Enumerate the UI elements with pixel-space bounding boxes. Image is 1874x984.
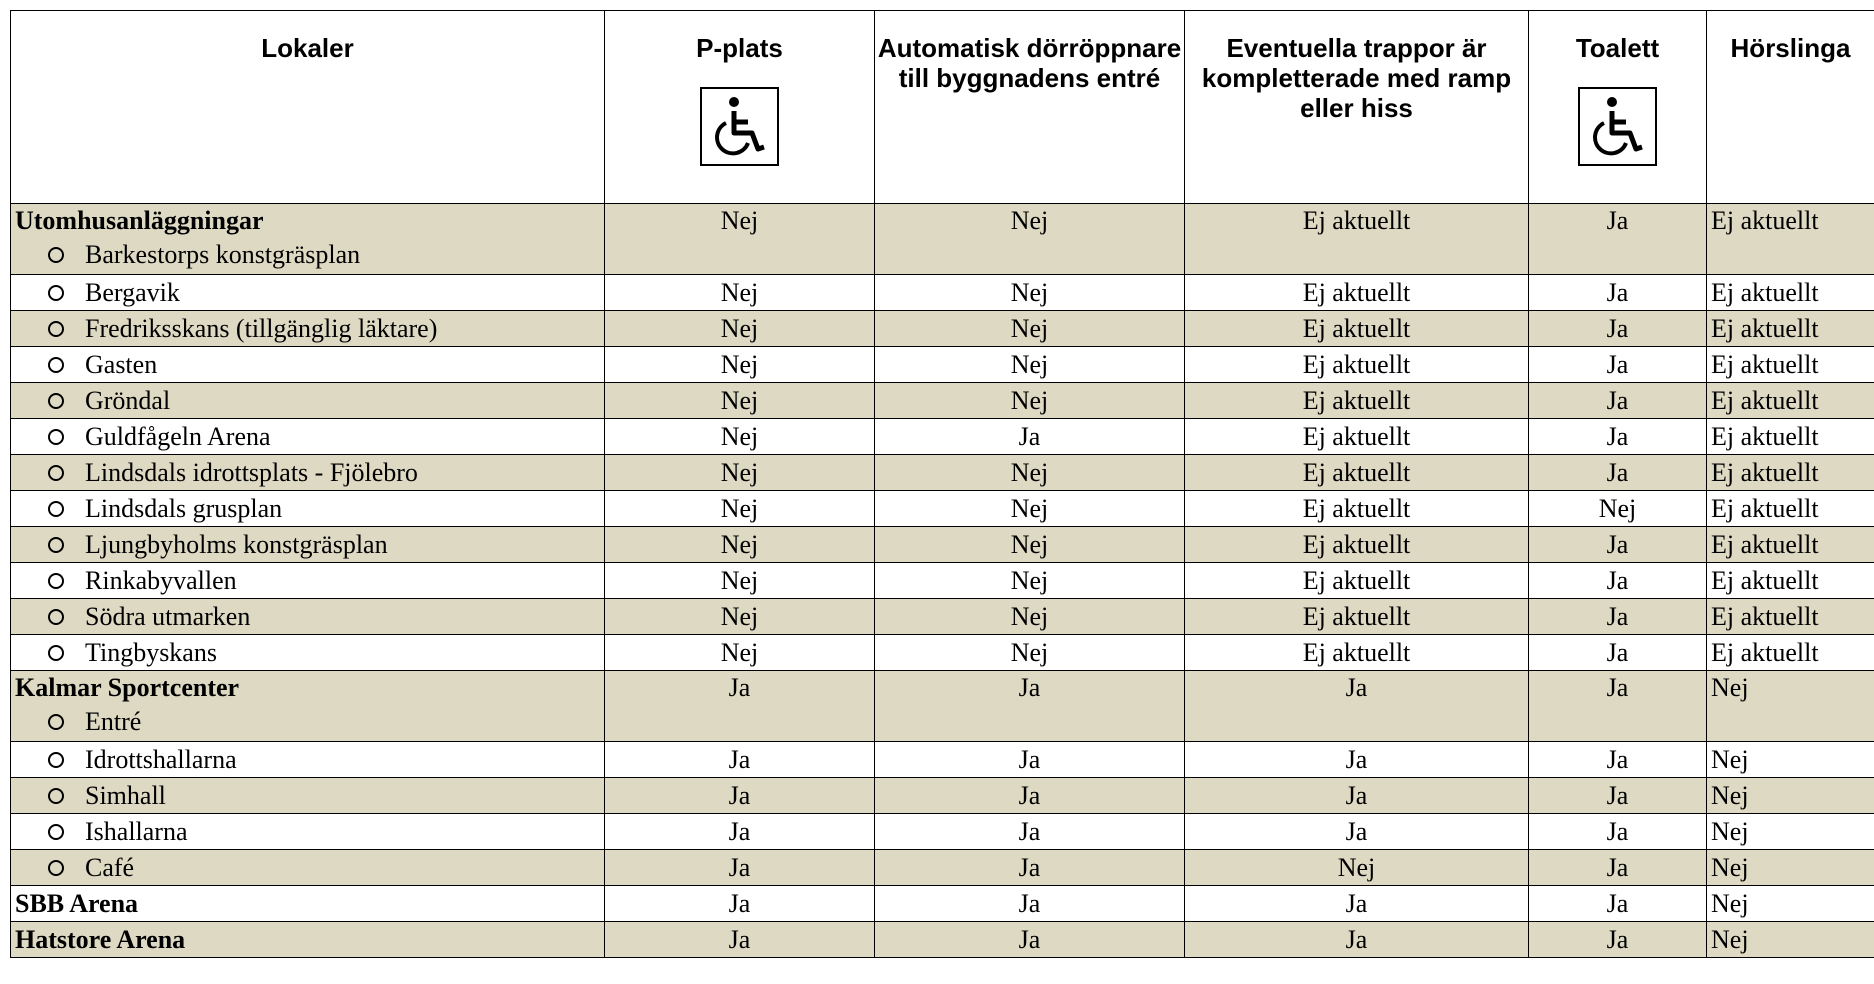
cell-toalett: Ja <box>1529 599 1707 635</box>
cell-toalett: Ja <box>1529 204 1707 275</box>
lokal-name: Ljungbyholms konstgräsplan <box>85 530 388 559</box>
cell-trappor: Ej aktuellt <box>1185 383 1529 419</box>
table-row <box>11 311 1874 347</box>
bullet-icon <box>48 645 64 661</box>
table-row <box>11 383 1874 419</box>
table-row <box>11 563 1874 599</box>
table-row <box>11 527 1874 563</box>
cell-horslinga: Ej aktuellt <box>1707 455 1874 491</box>
wheelchair-icon <box>1578 87 1657 166</box>
cell-pplats: Nej <box>605 311 875 347</box>
lokal-cell <box>11 311 605 347</box>
cell-auto: Ja <box>875 671 1185 742</box>
cell-pplats: Ja <box>605 778 875 814</box>
cell-toalett: Ja <box>1529 275 1707 311</box>
cell-horslinga: Nej <box>1707 850 1874 886</box>
cell-auto: Nej <box>875 527 1185 563</box>
cell-trappor: Ej aktuellt <box>1185 491 1529 527</box>
header-toalett: Toalett <box>1529 11 1707 204</box>
cell-toalett: Ja <box>1529 814 1707 850</box>
cell-toalett: Ja <box>1529 419 1707 455</box>
list-item <box>15 420 604 454</box>
cell-horslinga: Ej aktuellt <box>1707 527 1874 563</box>
bullet-icon <box>48 285 64 301</box>
cell-pplats: Nej <box>605 563 875 599</box>
list-item <box>15 600 604 634</box>
cell-toalett: Ja <box>1529 563 1707 599</box>
cell-trappor: Nej <box>1185 850 1529 886</box>
table-row <box>11 814 1874 850</box>
cell-pplats: Ja <box>605 850 875 886</box>
cell-horslinga: Ej aktuellt <box>1707 635 1874 671</box>
accessibility-table <box>10 10 1874 958</box>
lokal-cell <box>11 455 605 491</box>
cell-toalett: Ja <box>1529 527 1707 563</box>
cell-pplats: Nej <box>605 419 875 455</box>
lokal-name: Lindsdals idrottsplats - Fjölebro <box>85 458 418 487</box>
bullet-icon <box>48 609 64 625</box>
lokal-cell <box>11 491 605 527</box>
cell-horslinga: Ej aktuellt <box>1707 275 1874 311</box>
cell-pplats: Nej <box>605 455 875 491</box>
group-title: Utomhusanläggningar <box>15 206 264 235</box>
cell-toalett: Ja <box>1529 455 1707 491</box>
table-row <box>11 599 1874 635</box>
lokal-name: Simhall <box>85 781 166 810</box>
list-item <box>15 779 604 813</box>
lokal-cell <box>11 886 605 922</box>
cell-pplats: Nej <box>605 347 875 383</box>
lokal-name: Södra utmarken <box>85 602 251 631</box>
lokal-cell <box>11 922 605 958</box>
cell-trappor: Ej aktuellt <box>1185 563 1529 599</box>
cell-horslinga: Nej <box>1707 814 1874 850</box>
cell-trappor: Ja <box>1185 886 1529 922</box>
table-row <box>11 455 1874 491</box>
cell-auto: Nej <box>875 311 1185 347</box>
cell-trappor: Ja <box>1185 814 1529 850</box>
cell-trappor: Ej aktuellt <box>1185 635 1529 671</box>
cell-toalett: Ja <box>1529 671 1707 742</box>
cell-auto: Ja <box>875 886 1185 922</box>
table-row <box>11 671 1874 742</box>
cell-toalett: Ja <box>1529 635 1707 671</box>
table-row <box>11 204 1874 275</box>
bullet-icon <box>48 788 64 804</box>
bullet-icon <box>48 321 64 337</box>
cell-toalett: Ja <box>1529 311 1707 347</box>
lokal-name: Entré <box>85 707 142 736</box>
header-pplats: P-plats <box>605 11 875 204</box>
lokal-cell <box>11 671 605 742</box>
table-row <box>11 419 1874 455</box>
cell-trappor: Ja <box>1185 922 1529 958</box>
cell-toalett: Ja <box>1529 922 1707 958</box>
bullet-icon <box>48 860 64 876</box>
cell-auto: Nej <box>875 491 1185 527</box>
cell-horslinga: Ej aktuellt <box>1707 491 1874 527</box>
cell-auto: Nej <box>875 563 1185 599</box>
cell-pplats: Ja <box>605 886 875 922</box>
cell-trappor: Ja <box>1185 778 1529 814</box>
table-row <box>11 347 1874 383</box>
bullet-icon <box>48 357 64 373</box>
group-title: Hatstore Arena <box>15 925 186 954</box>
lokal-name: Café <box>85 853 135 882</box>
cell-pplats: Nej <box>605 599 875 635</box>
lokal-name: Barkestorps konstgräsplan <box>85 240 361 269</box>
list-item <box>15 456 604 490</box>
cell-horslinga: Nej <box>1707 671 1874 742</box>
table-row <box>11 922 1874 958</box>
cell-pplats: Ja <box>605 814 875 850</box>
lokal-name: Fredriksskans (tillgänglig läktare) <box>85 314 438 343</box>
bullet-icon <box>48 429 64 445</box>
bullet-icon <box>48 247 64 263</box>
table-row <box>11 275 1874 311</box>
header-lokaler: Lokaler <box>11 11 605 204</box>
list-item <box>15 348 604 382</box>
cell-horslinga: Ej aktuellt <box>1707 419 1874 455</box>
lokal-cell <box>11 383 605 419</box>
cell-pplats: Nej <box>605 383 875 419</box>
bullet-icon <box>48 714 64 730</box>
bullet-icon <box>48 573 64 589</box>
cell-trappor: Ej aktuellt <box>1185 455 1529 491</box>
cell-auto: Nej <box>875 347 1185 383</box>
cell-auto: Ja <box>875 922 1185 958</box>
cell-horslinga: Ej aktuellt <box>1707 347 1874 383</box>
cell-trappor: Ej aktuellt <box>1185 275 1529 311</box>
lokal-name: Gröndal <box>85 386 171 415</box>
lokal-cell <box>11 527 605 563</box>
cell-pplats: Nej <box>605 204 875 275</box>
cell-horslinga: Ej aktuellt <box>1707 311 1874 347</box>
lokal-name: Gasten <box>85 350 158 379</box>
header-row <box>11 11 1874 204</box>
list-item <box>15 564 604 598</box>
group-title: SBB Arena <box>15 889 139 918</box>
cell-horslinga: Nej <box>1707 778 1874 814</box>
lokal-name: Lindsdals grusplan <box>85 494 283 523</box>
cell-trappor: Ej aktuellt <box>1185 204 1529 275</box>
cell-auto: Ja <box>875 850 1185 886</box>
cell-horslinga: Ej aktuellt <box>1707 383 1874 419</box>
lokal-cell <box>11 814 605 850</box>
list-item <box>15 528 604 562</box>
cell-trappor: Ej aktuellt <box>1185 347 1529 383</box>
lokal-cell <box>11 635 605 671</box>
header-auto: Automatisk dörröppnare till byggnadens entré <box>875 11 1185 204</box>
lokal-name: Ishallarna <box>85 817 188 846</box>
list-item <box>15 238 604 272</box>
bullet-icon <box>48 537 64 553</box>
table-row <box>11 886 1874 922</box>
cell-pplats: Nej <box>605 527 875 563</box>
bullet-icon <box>48 752 64 768</box>
list-item <box>15 384 604 418</box>
table-row <box>11 778 1874 814</box>
lokal-name: Rinkabyvallen <box>85 566 237 595</box>
cell-trappor: Ej aktuellt <box>1185 311 1529 347</box>
header-horslinga: Hörslinga <box>1707 11 1874 204</box>
cell-trappor: Ej aktuellt <box>1185 419 1529 455</box>
cell-auto: Nej <box>875 204 1185 275</box>
cell-horslinga: Nej <box>1707 742 1874 778</box>
cell-auto: Nej <box>875 455 1185 491</box>
cell-trappor: Ej aktuellt <box>1185 527 1529 563</box>
cell-horslinga: Nej <box>1707 886 1874 922</box>
list-item <box>15 492 604 526</box>
list-item <box>15 276 604 310</box>
lokal-cell <box>11 850 605 886</box>
cell-trappor: Ja <box>1185 671 1529 742</box>
cell-pplats: Nej <box>605 491 875 527</box>
cell-auto: Ja <box>875 778 1185 814</box>
list-item <box>15 705 604 739</box>
cell-horslinga: Ej aktuellt <box>1707 204 1874 275</box>
cell-auto: Nej <box>875 599 1185 635</box>
cell-auto: Ja <box>875 814 1185 850</box>
table-row <box>11 635 1874 671</box>
cell-auto: Ja <box>875 742 1185 778</box>
lokal-cell <box>11 742 605 778</box>
cell-auto: Ja <box>875 419 1185 455</box>
list-item <box>15 636 604 670</box>
cell-trappor: Ej aktuellt <box>1185 599 1529 635</box>
cell-pplats: Nej <box>605 635 875 671</box>
cell-horslinga: Ej aktuellt <box>1707 563 1874 599</box>
lokal-cell <box>11 347 605 383</box>
lokal-name: Idrottshallarna <box>85 745 237 774</box>
list-item <box>15 815 604 849</box>
cell-toalett: Ja <box>1529 886 1707 922</box>
table-row <box>11 850 1874 886</box>
cell-toalett: Nej <box>1529 491 1707 527</box>
lokal-cell <box>11 204 605 275</box>
lokal-cell <box>11 778 605 814</box>
table-row <box>11 491 1874 527</box>
lokal-name: Bergavik <box>85 278 180 307</box>
cell-toalett: Ja <box>1529 742 1707 778</box>
lokal-cell <box>11 599 605 635</box>
bullet-icon <box>48 393 64 409</box>
lokal-cell <box>11 419 605 455</box>
lokal-name: Guldfågeln Arena <box>85 422 271 451</box>
group-title: Kalmar Sportcenter <box>15 673 240 702</box>
cell-toalett: Ja <box>1529 778 1707 814</box>
cell-pplats: Ja <box>605 742 875 778</box>
cell-auto: Nej <box>875 383 1185 419</box>
cell-toalett: Ja <box>1529 347 1707 383</box>
cell-toalett: Ja <box>1529 850 1707 886</box>
lokal-name: Tingbyskans <box>85 638 217 667</box>
cell-pplats: Ja <box>605 922 875 958</box>
list-item <box>15 312 604 346</box>
cell-horslinga: Nej <box>1707 922 1874 958</box>
bullet-icon <box>48 465 64 481</box>
cell-auto: Nej <box>875 275 1185 311</box>
list-item <box>15 851 604 885</box>
cell-auto: Nej <box>875 635 1185 671</box>
cell-pplats: Ja <box>605 671 875 742</box>
cell-horslinga: Ej aktuellt <box>1707 599 1874 635</box>
bullet-icon <box>48 824 64 840</box>
cell-trappor: Ja <box>1185 742 1529 778</box>
lokal-cell <box>11 275 605 311</box>
header-trappor: Eventuella trappor är kompletterade med ramp eller hiss <box>1185 11 1529 204</box>
bullet-icon <box>48 501 64 517</box>
wheelchair-icon <box>700 87 779 166</box>
cell-pplats: Nej <box>605 275 875 311</box>
list-item <box>15 743 604 777</box>
lokal-cell <box>11 563 605 599</box>
table-row <box>11 742 1874 778</box>
cell-toalett: Ja <box>1529 383 1707 419</box>
